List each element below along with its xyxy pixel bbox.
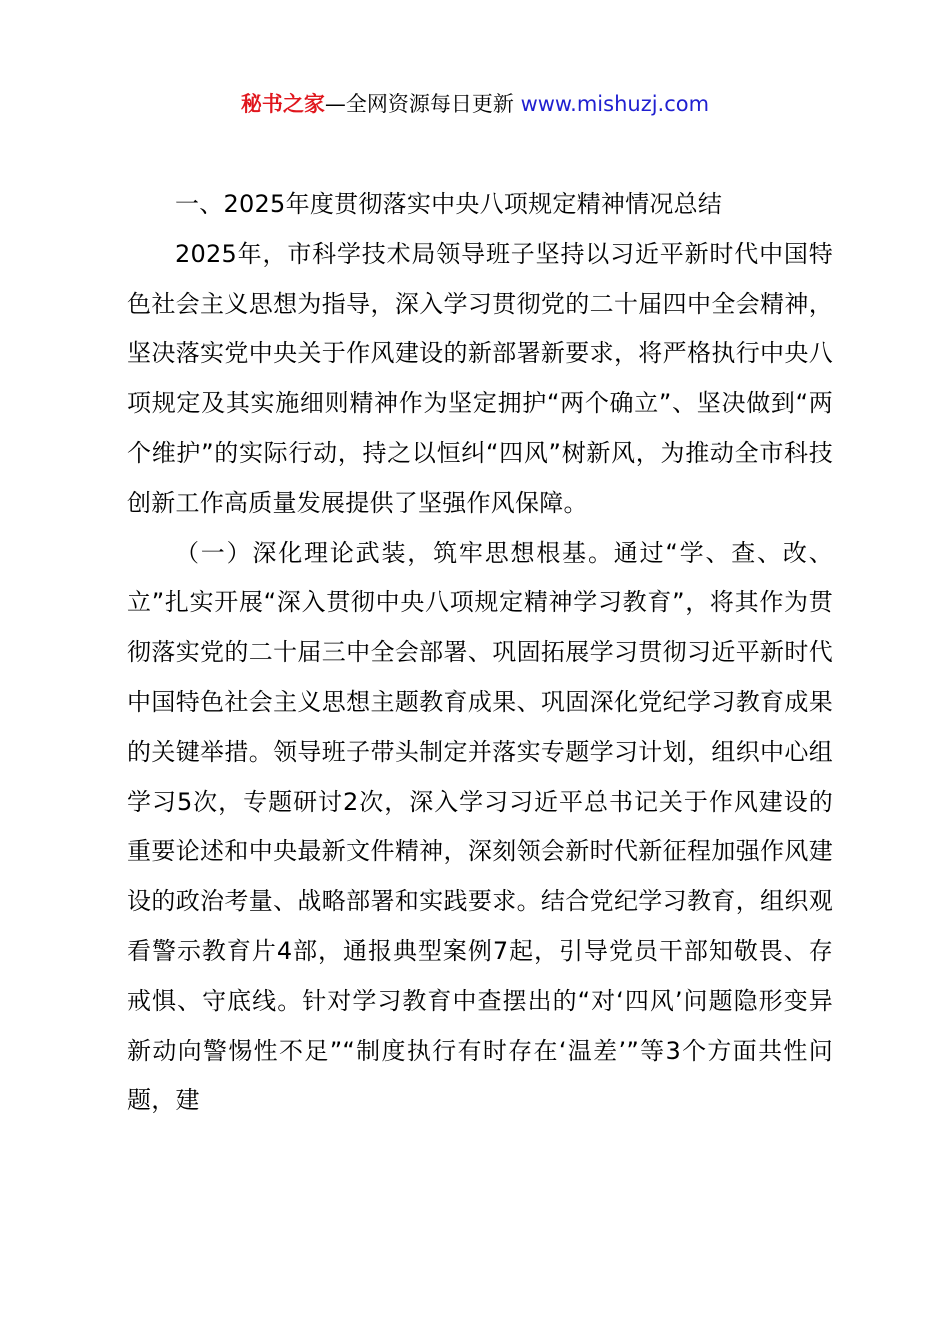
website-link[interactable]: www.mishuzj.com xyxy=(520,92,710,116)
page-header xyxy=(0,86,950,122)
document-body xyxy=(127,180,833,1126)
subsection-paragraph: （一）深化理论武装，筑牢思想根基。通过“学、查、改、立”扎实开展“深入贯彻中央八项规定精神学习教育”，将其作为贯彻落实党的二十届三中全会部署、巩固拓展学习贯彻习近平新时代中国特色社会主义思想主题教育成果、巩固深化党纪学习教育成果的关键举措。领导班子带头制定并落实专题学习计划，组织中心组学习5次，专题研讨2次，深入学习习近平总书记关于作风建设的重要论述和中央最新文件精神，深刻领会新时代新征程加强作风建设的政治考量、战略部署和实践要求。结合党纪学习教育，组织观看警示教育片4部，通报典型案例7起，引导党员干部知敬畏、存戒惧、守底线。针对学习教育中查摆出的“对‘四风’问题隐形变异新动向警惕性不足”“制度执行有时存在‘温差’”等3个方面共性问题，建 xyxy=(127,538,833,1115)
summary-paragraph: 2025年，市科学技术局领导班子坚持以习近平新时代中国特色社会主义思想为指导，深入学习贯彻党的二十届四中全会精神，坚决落实党中央关于作风建设的新部署新要求，将严格执行中央八项规定及其实施细则精神作为坚定拥护“两个确立”、坚决做到“两个维护”的实际行动，持之以恒纠“四风”树新风，为推动全市科技创新工作高质量发展提供了坚强作风保障。 xyxy=(127,239,833,517)
brand-name: 秘书之家 xyxy=(240,92,325,116)
section-heading: 一、2025年度贯彻落实中央八项规定精神情况总结 xyxy=(175,190,723,218)
header-tagline: —全网资源每日更新 xyxy=(324,92,521,116)
